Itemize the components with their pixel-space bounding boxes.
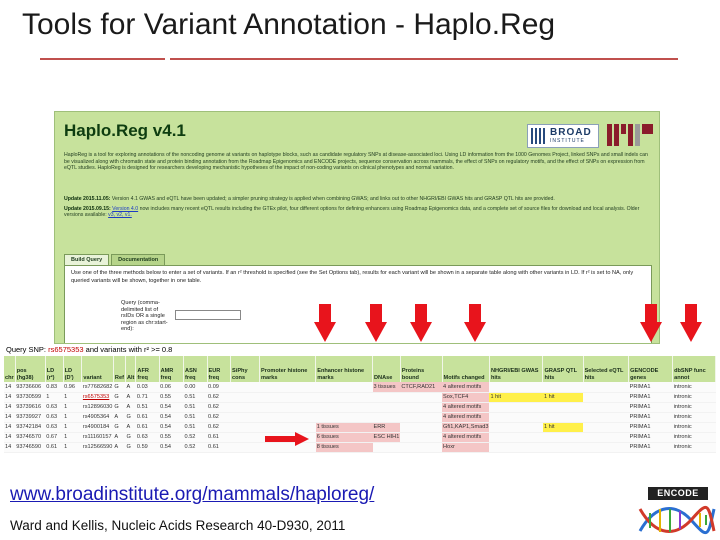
table-cell: 0.59 <box>136 442 159 452</box>
update-1-label: Update 2015.11.05: <box>64 196 111 202</box>
column-header[interactable]: pos (hg38) <box>15 356 45 382</box>
table-cell <box>400 442 442 452</box>
column-header[interactable]: AFR freq <box>136 356 159 382</box>
table-cell <box>489 442 543 452</box>
mit-logo-icon <box>607 124 653 146</box>
table-cell <box>231 392 260 402</box>
table-cell: Sox,TCF4 <box>442 392 489 402</box>
table-cell: G <box>125 432 135 442</box>
table-cell <box>373 392 401 402</box>
table-cell <box>583 382 629 392</box>
table-cell[interactable]: rs6575353 <box>82 392 114 402</box>
table-cell <box>316 392 373 402</box>
table-cell: 0.61 <box>207 442 231 452</box>
column-header[interactable]: variant <box>82 356 114 382</box>
table-cell <box>489 432 543 442</box>
query-label: Query (comma-delimited list of rsIDs OR a single region as chr:start-end): <box>121 300 168 333</box>
table-cell: 0.55 <box>159 432 183 442</box>
table-row <box>4 392 716 402</box>
table-cell: A <box>113 442 125 452</box>
table-cell: PRIMA1 <box>629 392 673 402</box>
version-4-link[interactable]: Version 4.0 <box>112 205 139 212</box>
table-cell <box>316 412 373 422</box>
table-cell: 4 altered motifs <box>442 412 489 422</box>
table-cell: A <box>125 402 135 412</box>
table-row <box>4 412 716 422</box>
tab-build-query[interactable]: Build Query <box>64 254 109 265</box>
table-cell: 6 tissues <box>316 432 373 442</box>
column-header[interactable]: chr <box>4 356 15 382</box>
table-cell: 1 <box>63 442 82 452</box>
table-cell: PRIMA1 <box>629 402 673 412</box>
table-cell: 0.63 <box>45 402 63 412</box>
table-cell: 0.71 <box>136 392 159 402</box>
table-cell: 0.62 <box>207 402 231 412</box>
broad-mark-icon <box>531 128 547 144</box>
table-cell <box>316 402 373 412</box>
column-header[interactable]: Enhancer histone marks <box>316 356 373 382</box>
query-input[interactable] <box>175 310 241 320</box>
table-cell: 0.61 <box>45 442 63 452</box>
table-cell: 1 <box>63 432 82 442</box>
table-cell <box>489 412 543 422</box>
table-cell <box>400 402 442 412</box>
table-cell: ERR <box>373 422 401 432</box>
table-cell <box>231 432 260 442</box>
table-cell: 0.62 <box>207 412 231 422</box>
table-cell: 0.63 <box>45 422 63 432</box>
table-cell <box>373 442 401 452</box>
table-cell: 14 <box>4 392 15 402</box>
update-2-text: now includes many recent eQTL results including the GTEx pilot, four different options for defining enhancers using Roadmap Epigenomics data, and a complete set of source files for download and local analysis. Older versions available: <box>64 205 640 219</box>
table-cell <box>373 402 401 412</box>
table-cell: 1 <box>63 412 82 422</box>
table-cell <box>583 412 629 422</box>
table-cell: 0.61 <box>136 422 159 432</box>
table-cell: 93742184 <box>15 422 45 432</box>
haploreg-header <box>55 112 659 150</box>
column-header[interactable]: dbSNP func annot <box>673 356 716 382</box>
table-cell <box>231 402 260 412</box>
table-cell <box>260 402 316 412</box>
haploreg-screenshot <box>54 111 660 344</box>
table-cell <box>543 382 583 392</box>
table-cell: G <box>113 382 125 392</box>
table-cell: ESC HIH1 <box>373 434 400 440</box>
table-cell <box>231 412 260 422</box>
table-cell: 14 <box>4 402 15 412</box>
table-cell <box>489 382 543 392</box>
table-cell: 1 hit <box>489 392 543 402</box>
tab-documentation[interactable]: Documentation <box>111 254 165 265</box>
table-row <box>4 402 716 412</box>
older-versions-links[interactable]: v3, v2, v1. <box>108 212 132 219</box>
table-cell: 1 hit <box>543 392 583 402</box>
table-cell: G <box>125 412 135 422</box>
table-cell <box>543 402 583 412</box>
table-cell <box>543 442 583 452</box>
table-cell: 1 <box>63 402 82 412</box>
table-cell: 0.51 <box>184 392 208 402</box>
table-cell <box>231 422 260 432</box>
table-cell <box>489 422 543 432</box>
arrow-down-icon <box>410 304 432 342</box>
table-cell: 1 hit <box>543 422 583 432</box>
table-cell: 0.96 <box>63 382 82 392</box>
arrow-down-icon <box>640 304 662 342</box>
table-cell: 1 tissues <box>316 422 373 432</box>
table-cell: 0.61 <box>136 412 159 422</box>
table-cell: intronic <box>673 402 716 412</box>
table-cell: 0.54 <box>159 402 183 412</box>
table-cell: 0.52 <box>184 432 208 442</box>
column-header[interactable]: EUR freq <box>207 356 231 382</box>
update-2-label: Update 2015.09.15: <box>64 205 111 212</box>
haploreg-url-link[interactable]: www.broadinstitute.org/mammals/haploreg/ <box>10 484 375 505</box>
table-cell <box>400 432 442 442</box>
table-cell[interactable]: rs4905364 <box>82 412 114 422</box>
table-cell: 0.61 <box>207 432 231 442</box>
table-row <box>4 442 716 452</box>
column-header[interactable]: GRASP QTL hits <box>543 356 583 382</box>
table-cell: PRIMA1 <box>629 422 673 432</box>
table-cell: intronic <box>673 442 716 452</box>
table-cell: intronic <box>673 432 716 442</box>
table-cell: 0.54 <box>159 422 183 432</box>
table-cell: 0.67 <box>45 432 63 442</box>
broad-logo-text: BROAD <box>550 127 592 138</box>
dna-helix-icon <box>636 501 716 539</box>
column-header[interactable]: Selected eQTL hits <box>583 356 629 382</box>
table-cell: 93739616 <box>15 402 45 412</box>
table-cell: 4 altered motifs <box>442 402 489 412</box>
table-cell: 93730599 <box>15 392 45 402</box>
table-cell: A <box>113 412 125 422</box>
table-cell <box>400 412 442 422</box>
table-cell: 93746570 <box>15 432 45 442</box>
table-cell: A <box>113 432 125 442</box>
table-cell: intronic <box>673 392 716 402</box>
table-cell <box>489 402 543 412</box>
table-row <box>4 422 716 432</box>
table-cell: Gfi1,KAP1,Smad3 <box>443 424 489 430</box>
citation: Ward and Kellis, Nucleic Acids Research 40-D930, 2011 <box>10 518 346 533</box>
table-cell <box>316 382 373 392</box>
table-cell: intronic <box>673 422 716 432</box>
column-header[interactable]: Proteins bound <box>400 356 442 382</box>
column-header[interactable]: LD (D') <box>63 356 82 382</box>
table-cell: 0.51 <box>184 422 208 432</box>
table-cell <box>583 442 629 452</box>
table-cell <box>583 402 629 412</box>
table-cell <box>260 422 316 432</box>
table-cell: 1 <box>45 392 63 402</box>
table-cell <box>260 382 316 392</box>
table-cell: 0.62 <box>207 392 231 402</box>
arrow-down-icon <box>314 304 336 342</box>
table-row <box>4 432 716 442</box>
table-cell: 0.52 <box>184 442 208 452</box>
table-cell: G <box>113 392 125 402</box>
encode-logo-text: ENCODE <box>648 487 708 500</box>
table-cell <box>260 412 316 422</box>
table-cell: 0.63 <box>136 432 159 442</box>
title-underline-right <box>170 58 678 60</box>
table-cell: PRIMA1 <box>629 442 673 452</box>
arrow-right-icon <box>265 432 309 446</box>
table-cell: 0.54 <box>159 412 183 422</box>
table-cell: 14 <box>4 432 15 442</box>
table-cell: 0.51 <box>184 412 208 422</box>
table-cell: 14 <box>4 422 15 432</box>
table-cell: 8 tissues <box>316 442 373 452</box>
table-cell <box>583 422 629 432</box>
column-header[interactable]: DNAse <box>373 356 401 382</box>
table-cell: 0.54 <box>159 442 183 452</box>
column-header[interactable]: Ref <box>113 356 125 382</box>
haploreg-description: HaploReg is a tool for exploring annotations of the noncoding genome at variants on haplotype blocks, such as candidate regulatory SNPs at disease-associated loci. Using LD information from the 1000 Genomes Project, linked SNPs and small indels can be visualized along with chromatin state and protein binding annotation from the Roadmap Epigenomics and ENCODE projects, sequence conservation across mammals, the effect of SNPs on regulatory motifs, and the effect of SNPs on expression from eQTL studies. HaploReg is designed for researchers developing mechanistic hypotheses of the impact of non-coding variants on clinical phenotypes and normal variation. <box>64 152 648 172</box>
table-cell: 0.51 <box>184 402 208 412</box>
table-cell <box>583 392 629 402</box>
table-cell: G <box>125 442 135 452</box>
table-cell: 0.55 <box>159 392 183 402</box>
table-cell: 1 <box>63 422 82 432</box>
table-cell: 0.63 <box>45 412 63 422</box>
title-underline-left <box>40 58 165 60</box>
table-cell: intronic <box>673 382 716 392</box>
query-prefix: Query SNP: <box>6 345 49 354</box>
table-cell: A <box>125 422 135 432</box>
arrow-down-icon <box>365 304 387 342</box>
table-cell <box>260 392 316 402</box>
update-1-text: Version 4.1 GWAS and eQTL have been updated; a simpler pruning strategy is applied when combining GWAS; and links out to other NHGRI/EBI GWAS hits and GRASP QTL hits are provided. <box>110 196 555 202</box>
table-cell: 0.09 <box>207 382 231 392</box>
table-cell: CTCF,RAD21 <box>400 382 442 392</box>
table-cell <box>373 412 401 422</box>
table-cell <box>231 442 260 452</box>
broad-logo-subtext: INSTITUTE <box>550 138 585 144</box>
slide-title: Tools for Variant Annotation - Haplo.Reg <box>22 8 556 41</box>
table-cell: intronic <box>673 412 716 422</box>
table-cell: 14 <box>4 412 15 422</box>
table-cell: 0.51 <box>136 402 159 412</box>
table-cell: 0.83 <box>45 382 63 392</box>
arrow-down-icon <box>464 304 486 342</box>
table-cell[interactable]: rs4900184 <box>82 422 114 432</box>
table-cell[interactable]: rs77682682 <box>82 382 114 392</box>
table-cell <box>543 432 583 442</box>
column-header[interactable]: GENCODE genes <box>629 356 673 382</box>
table-cell: 93746590 <box>15 442 45 452</box>
query-suffix: and variants with r² >= 0.8 <box>83 345 173 354</box>
query-snp-line <box>0 344 716 356</box>
table-cell: 4 altered motifs <box>442 432 489 442</box>
table-cell: 1 <box>63 392 82 402</box>
table-cell: PRIMA1 <box>629 382 673 392</box>
table-cell: 93736606 <box>15 382 45 392</box>
query-snp-link[interactable]: rs6575353 <box>48 345 84 354</box>
table-cell: A <box>125 382 135 392</box>
haploreg-update-1 <box>55 194 659 203</box>
haploreg-update-2 <box>55 203 659 219</box>
table-cell <box>543 412 583 422</box>
table-cell[interactable]: rs12896030 <box>82 404 113 410</box>
table-cell: G <box>113 402 125 412</box>
table-cell: A <box>125 392 135 402</box>
table-cell: 0.03 <box>136 382 159 392</box>
build-query-panel <box>64 265 652 344</box>
table-cell: 93739927 <box>15 412 45 422</box>
table-cell: 0.06 <box>159 382 183 392</box>
encode-logo <box>636 487 716 539</box>
table-cell: 3 tissues <box>373 382 401 392</box>
table-cell: 0.62 <box>207 422 231 432</box>
column-header[interactable]: SiPhy cons <box>231 356 260 382</box>
table-cell: Hoxr <box>442 442 489 452</box>
table-cell: PRIMA1 <box>629 412 673 422</box>
table-cell <box>231 382 260 392</box>
column-header[interactable]: ASN freq <box>184 356 208 382</box>
results-table-panel <box>0 344 716 464</box>
column-header[interactable]: AMR freq <box>159 356 183 382</box>
table-cell[interactable]: rs11160157 <box>82 434 112 440</box>
query-instructions: Use one of the three methods below to enter a set of variants. If an r² threshold is specified (see the Set Options tab), results for each variant will be shown in a separate table along with other variants in LD. If r² is set to NA, only queried variants will be shown, together in one table. <box>71 270 634 284</box>
table-cell <box>400 422 442 432</box>
table-cell: 14 <box>4 442 15 452</box>
snp-table <box>4 356 716 453</box>
table-cell[interactable]: rs12566590 <box>82 444 113 450</box>
table-cell: G <box>113 422 125 432</box>
table-cell: 0.00 <box>184 382 208 392</box>
table-row <box>4 382 716 392</box>
table-cell: PRIMA1 <box>629 432 673 442</box>
arrow-down-icon <box>680 304 702 342</box>
haploreg-tabs <box>64 254 167 265</box>
column-header[interactable]: NHGRI/EBI GWAS hits <box>489 356 543 382</box>
table-cell: 14 <box>4 382 15 392</box>
column-header[interactable]: Promoter histone marks <box>260 356 316 382</box>
broad-institute-logo <box>527 124 599 148</box>
table-cell: 4 altered motifs <box>442 382 489 392</box>
column-header[interactable]: Alt <box>125 356 135 382</box>
table-cell <box>400 392 442 402</box>
column-header[interactable]: LD (r²) <box>45 356 63 382</box>
haploreg-logo: Haplo.Reg v4.1 <box>64 121 186 140</box>
column-header[interactable]: Motifs changed <box>442 356 489 382</box>
table-cell <box>583 432 629 442</box>
